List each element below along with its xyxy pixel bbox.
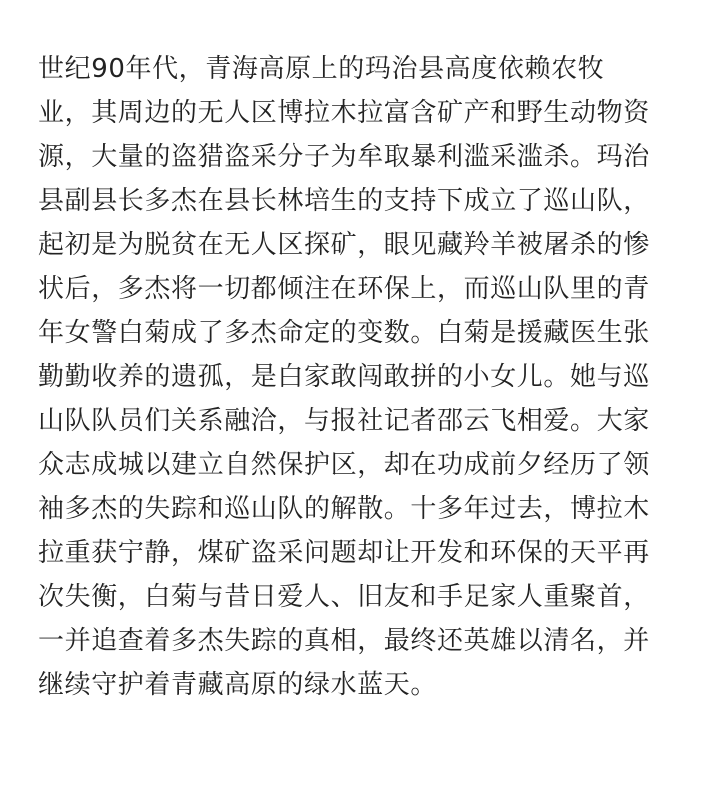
article-line: 次失衡，白菊与昔日爱人、旧友和手足家人重聚首，	[38, 582, 650, 612]
article-line: 继续守护着青藏高原的绿水蓝天。	[38, 670, 438, 700]
article-line: 源，大量的盗猎盗采分子为牟取暴利滥采滥杀。玛治	[38, 142, 650, 172]
article-line: 年女警白菊成了多杰命定的变数。白菊是援藏医生张	[38, 318, 650, 348]
article-line: 业，其周边的无人区博拉木拉富含矿产和野生动物资	[38, 98, 650, 128]
article-line: 袖多杰的失踪和巡山队的解散。十多年过去，博拉木	[38, 494, 650, 524]
article-line: 勤勤收养的遗孤，是白家敢闯敢拼的小女儿。她与巡	[38, 362, 650, 392]
article-line: 起初是为脱贫在无人区探矿，眼见藏羚羊被屠杀的惨	[38, 230, 650, 260]
article-line: 县副县长多杰在县长林培生的支持下成立了巡山队，	[38, 186, 650, 216]
article-line: 一并追查着多杰失踪的真相，最终还英雄以清名，并	[38, 626, 650, 656]
article-line: 山队队员们关系融洽，与报社记者邵云飞相爱。大家	[38, 406, 650, 436]
article-line: 拉重获宁静，煤矿盗采问题却让开发和环保的天平再	[38, 538, 650, 568]
article-line: 众志成城以建立自然保护区，却在功成前夕经历了领	[38, 450, 650, 480]
article-body	[38, 47, 686, 707]
article-line: 状后，多杰将一切都倾注在环保上，而巡山队里的青	[38, 274, 650, 304]
article-line: 世纪90年代，青海高原上的玛治县高度依赖农牧	[38, 54, 605, 84]
